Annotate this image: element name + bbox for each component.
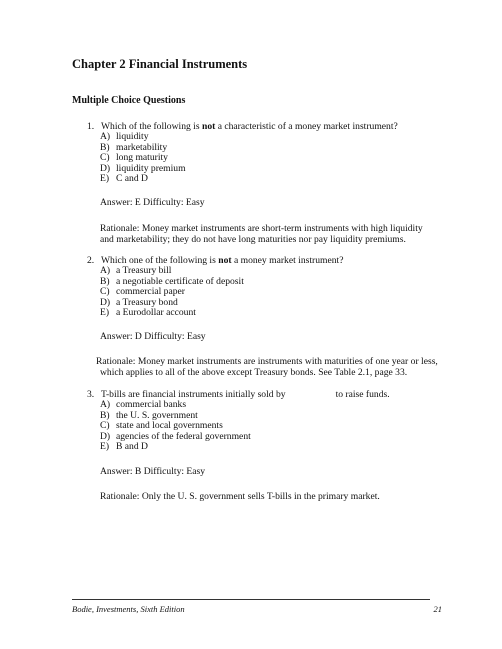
question-2-answer: Answer: D Difficulty: Easy [100,331,206,342]
option: A) liquidity [100,131,149,142]
option: E) a Eurodollar account [100,307,196,319]
chapter-title: Chapter 2 Financial Instruments [72,57,248,71]
question-3-answer: Answer: B Difficulty: Easy [100,466,206,477]
option: B) marketability [100,141,168,153]
option: A) commercial banks [100,399,187,410]
page-number: 21 [433,604,442,614]
question-number: 3. [87,389,95,400]
question-3-options [100,400,251,453]
question-2-options [100,266,244,319]
stem-text: T-bills are financial instruments initially sold by [101,389,286,400]
question-1-options [100,132,186,185]
question-1-rationale-line-2: and marketability; they do not have long maturities nor pay liquidity premiums. [100,234,406,245]
option: B) a negotiable certificate of deposit [100,275,244,287]
option: C) state and local governments [100,420,223,432]
question-1-rationale-line-1: Rationale: Money market instruments are short-term instruments with high liquidity [100,223,423,234]
option: D) agencies of the federal government [100,430,251,442]
stem-text: a characteristic of a money market instrument? [215,121,398,132]
option: C) commercial paper [100,286,185,298]
question-1-answer: Answer: E Difficulty: Easy [100,197,205,208]
stem-emphasis: not [218,255,232,266]
option: D) liquidity premium [100,162,186,174]
stem-text: to raise funds. [335,389,390,400]
option: A) a Treasury bill [100,265,172,276]
question-number: 2. [87,255,95,266]
stem-text: Which one of the following is [101,255,219,266]
option: E) C and D [100,173,148,185]
option: C) long maturity [100,152,168,164]
question-3-rationale-line-1: Rationale: Only the U. S. government sells T-bills in the primary market. [100,491,380,502]
footer-divider [72,599,430,600]
option: E) B and D [100,441,148,453]
question-2-rationale-line-2: which applies to all of the above except Treasury bonds. See Table 2.1, page 33. [100,367,408,378]
option: D) a Treasury bond [100,296,178,308]
option: B) the U. S. government [100,409,198,421]
question-number: 1. [87,121,95,132]
stem-emphasis: not [201,121,216,132]
section-heading: Multiple Choice Questions [72,95,186,106]
stem-text: a money market instrument? [231,255,344,266]
question-2-rationale-line-1: Rationale: Money market instruments are instruments with maturities of one year or less, [96,356,438,367]
stem-text: Which of the following is [101,121,202,132]
footer-book-citation: Bodie, Investments, Sixth Edition [72,604,185,614]
